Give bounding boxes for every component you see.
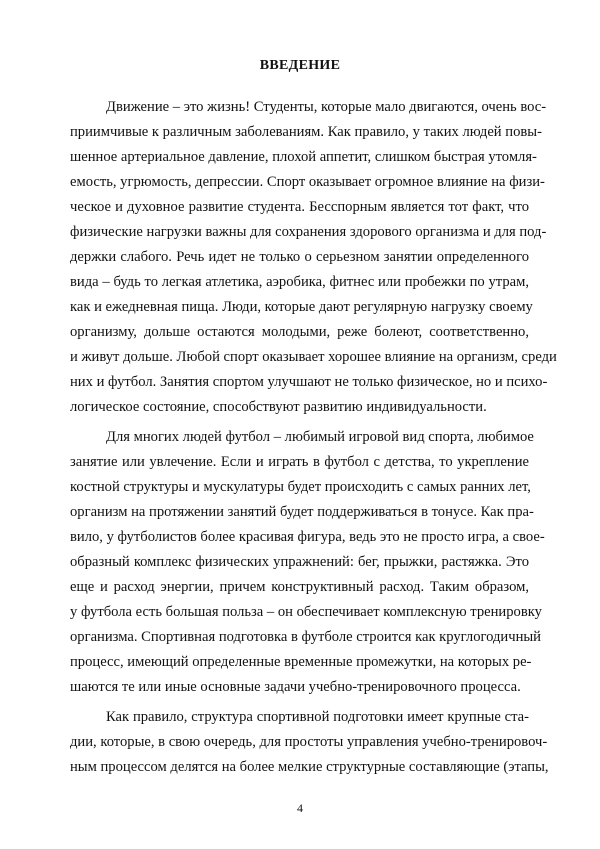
text-line: физические нагрузки важны для сохранения здорового организма и для под- (70, 224, 547, 240)
text-line: ческое и духовное развитие студента. Бесспорным является тот факт, что (70, 199, 529, 215)
text-line: ным процессом делятся на более мелкие структурные составляющие (этапы, (70, 759, 549, 775)
text-line: вило, у футболистов более красивая фигура, ведь это не просто игра, а свое- (70, 529, 545, 545)
page-number: 4 (297, 801, 303, 815)
text-line: шенное артериальное давление, плохой аппетит, слишком быстрая утомля- (70, 149, 537, 165)
text-line: как и ежедневная пища. Люди, которые дают регулярную нагрузку своему (70, 299, 533, 315)
text-line: Как правило, структура спортивной подготовки имеет крупные ста- (106, 709, 529, 725)
text-line: емость, угрюмость, депрессии. Спорт оказывает огромное влияние на физи- (70, 174, 545, 190)
page-title: ВВЕДЕНИЕ (259, 58, 341, 73)
text-line: организму, дольше остаются молодыми, реже болеют, соответственно, (70, 324, 529, 340)
text-line: Движение – это жизнь! Студенты, которые мало двигаются, очень вос- (106, 99, 547, 115)
text-line: держки слабого. Речь идет не только о серьезном занятии определенного (70, 249, 529, 265)
text-line: у футбола есть большая польза – он обеспечивает комплексную тренировку (70, 604, 542, 620)
text-line: шаются те или иные основные задачи учебно-тренировочного процесса. (70, 679, 521, 695)
text-line: Для многих людей футбол – любимый игровой вид спорта, любимое (106, 429, 534, 445)
text-line: них и футбол. Занятия спортом улучшают не только физическое, но и психо- (70, 374, 548, 390)
text-line: образный комплекс физических упражнений: бег, прыжки, растяжка. Это (70, 554, 529, 570)
text-line: организм на протяжении занятий будет поддерживаться в тонусе. Как пра- (70, 504, 534, 520)
text-line: и живут дольше. Любой спорт оказывает хорошее влияние на организм, среди (70, 349, 557, 365)
text-line: еще и расход энергии, причем конструктивный расход. Таким образом, (70, 579, 529, 595)
text-line: приимчивые к различным заболеваниям. Как правило, у таких людей повы- (70, 124, 542, 140)
text-line: логическое состояние, способствуют развитию индивидуальности. (70, 399, 487, 415)
text-line: организма. Спортивная подготовка в футболе строится как круглогодичный (70, 629, 541, 645)
text-line: вида – будь то легкая атлетика, аэробика, фитнес или пробежки по утрам, (70, 274, 529, 290)
text-line: занятие или увлечение. Если и играть в футбол с детства, то укрепление (70, 454, 529, 470)
text-line: процесс, имеющий определенные временные промежутки, на которых ре- (70, 654, 532, 670)
text-line: дии, которые, в свою очередь, для простоты управления учебно-тренировоч- (70, 734, 548, 750)
text-line: костной структуры и мускулатуры будет происходить с самых ранних лет, (70, 479, 531, 495)
